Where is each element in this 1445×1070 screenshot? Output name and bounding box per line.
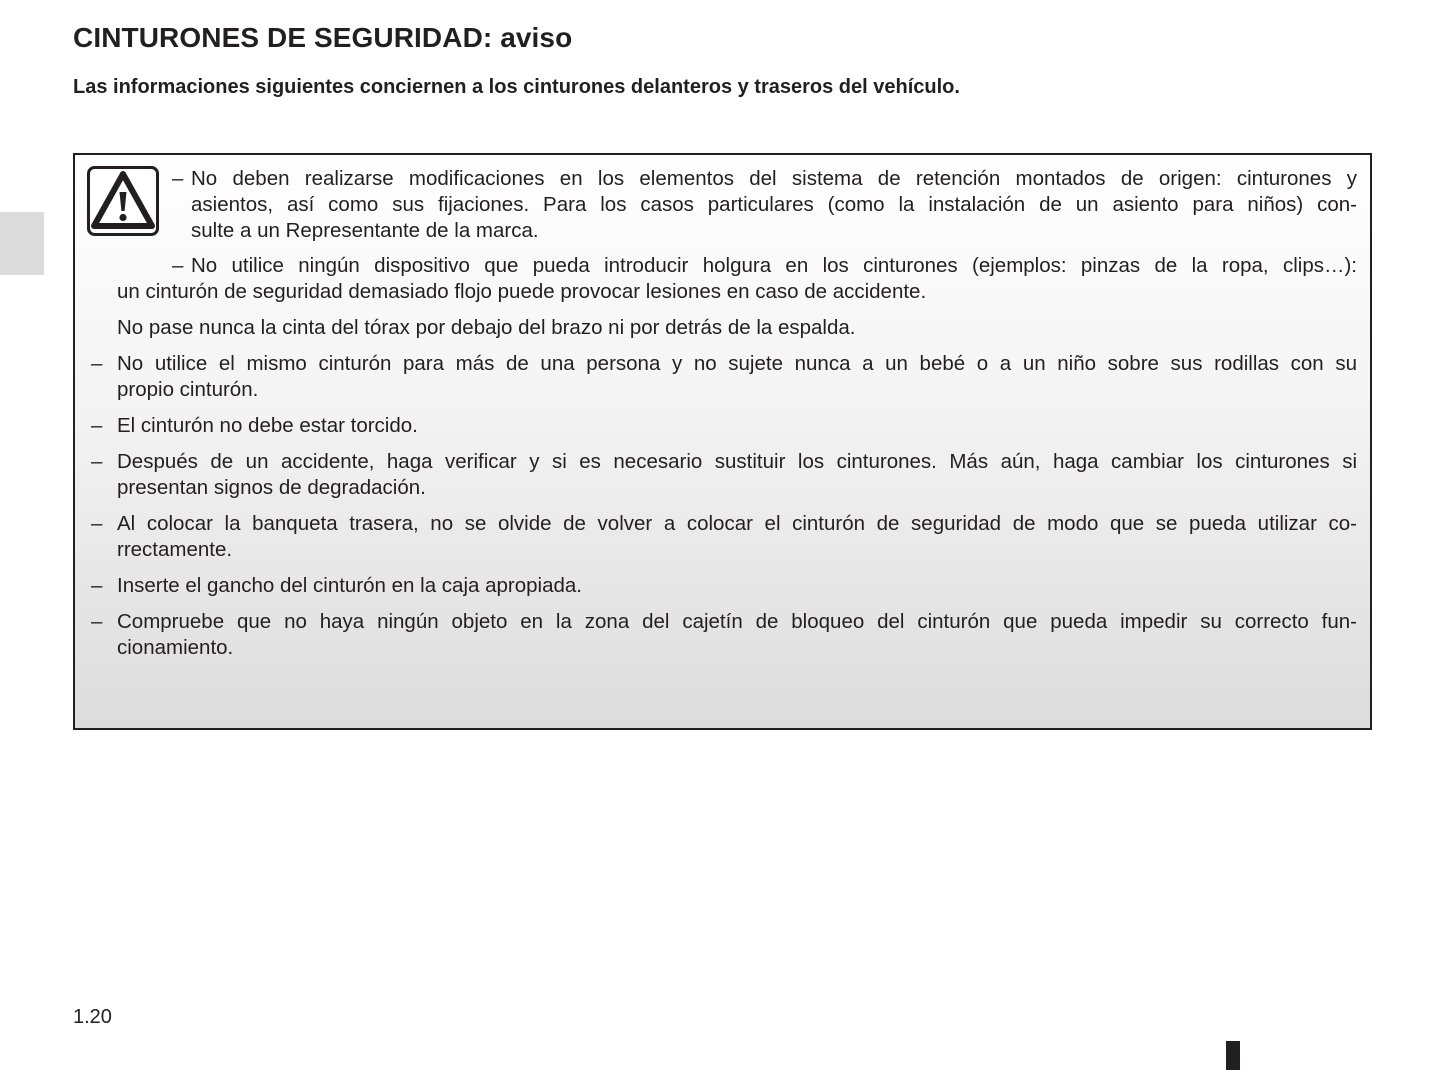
list-item-line: Al colocar la banqueta trasera, no se olvide de volver a colocar el cinturón de seguridad de modo que se pueda utilizar co-	[117, 512, 1357, 535]
list-item-line: rrectamente.	[117, 538, 233, 561]
page-number: 1.20	[73, 1006, 112, 1028]
list-dash: –	[172, 167, 184, 190]
intro-paragraph: Las informaciones siguientes conciernen a los cinturones delanteros y traseros del vehículo.	[73, 76, 960, 98]
list-item-line: sulte a un Representante de la marca.	[191, 219, 539, 242]
list-item-line: Compruebe que no haya ningún objeto en la zona del cajetín de bloqueo del cinturón que pueda impedir su correcto fun-	[117, 610, 1357, 633]
list-item-line: No pase nunca la cinta del tórax por debajo del brazo ni por detrás de la espalda.	[117, 316, 856, 339]
list-item-line: Después de un accidente, haga verificar y si es necesario sustituir los cinturones. Más aún, haga cambiar los cinturones si	[117, 450, 1357, 473]
list-item-line: un cinturón de seguridad demasiado flojo puede provocar lesiones en caso de accidente.	[117, 280, 927, 303]
list-item-line: No utilice el mismo cinturón para más de una persona y no sujete nunca a un bebé o a un niño sobre sus rodillas con su	[117, 352, 1357, 375]
list-item-line: No utilice ningún dispositivo que pueda introducir holgura en los cinturones (ejemplos: pinzas de la ropa, clips…):	[191, 254, 1357, 277]
warning-box	[73, 153, 1372, 730]
list-dash: –	[91, 574, 103, 597]
list-dash: –	[91, 610, 103, 633]
list-dash: –	[172, 254, 184, 277]
list-dash: –	[91, 450, 103, 473]
chapter-side-tab	[0, 212, 44, 275]
list-dash: –	[91, 512, 103, 535]
list-item-line: cionamiento.	[117, 636, 234, 659]
warning-triangle-icon	[87, 166, 159, 236]
list-item-line: No deben realizarse modificaciones en los elementos del sistema de retención montados de origen: cinturones y	[191, 167, 1357, 190]
list-dash: –	[91, 352, 103, 375]
list-item-line: presentan signos de degradación.	[117, 476, 426, 499]
list-item-line: asientos, así como sus fijaciones. Para los casos particulares (como la instalación de un asiento para niños) con-	[191, 193, 1357, 216]
list-item-line: Inserte el gancho del cinturón en la caja apropiada.	[117, 574, 582, 597]
list-item-line: propio cinturón.	[117, 378, 259, 401]
corner-print-mark	[1226, 1041, 1240, 1070]
list-dash: –	[91, 414, 103, 437]
list-item-line: El cinturón no debe estar torcido.	[117, 414, 418, 437]
page-title: CINTURONES DE SEGURIDAD: aviso	[73, 22, 573, 53]
